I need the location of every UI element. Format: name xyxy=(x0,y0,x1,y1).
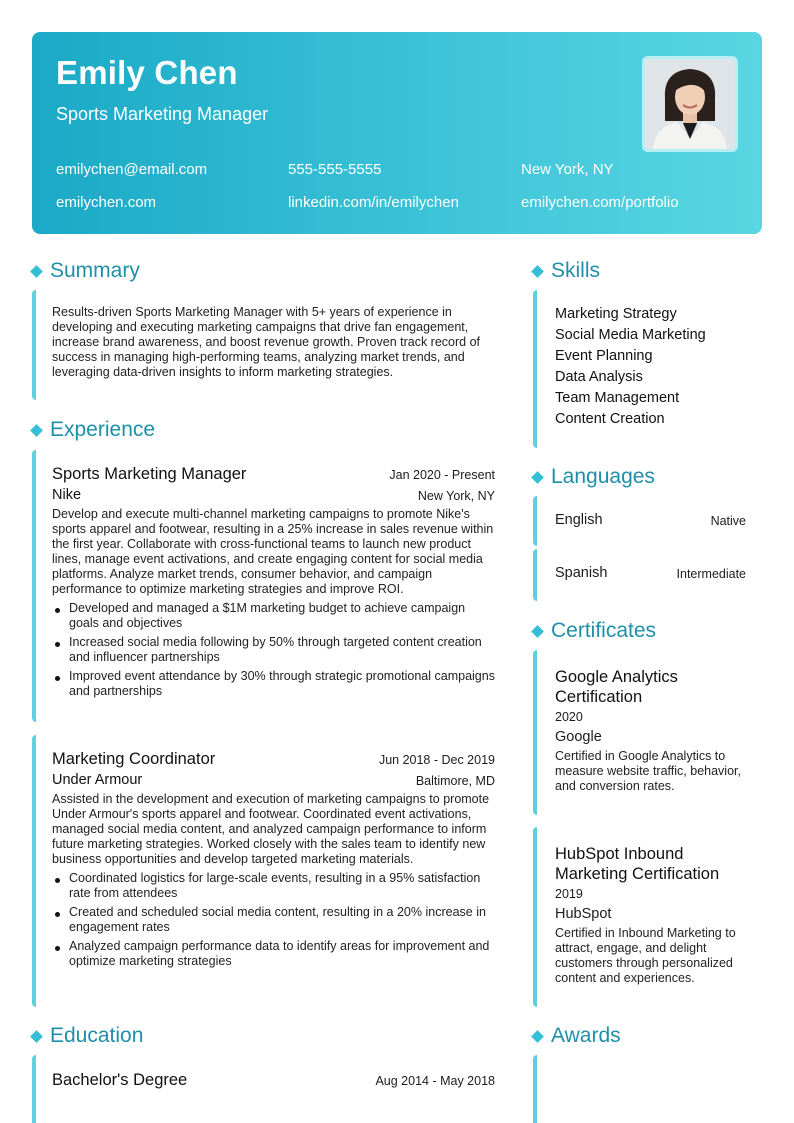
phone-text: 555-555-5555 xyxy=(288,161,382,178)
job-company: Nike xyxy=(52,487,82,503)
skill-item: Social Media Marketing xyxy=(555,327,706,343)
skills-heading-label: Skills xyxy=(551,259,601,282)
certificate-name: HubSpot Inbound Marketing Certification xyxy=(555,845,720,883)
certificate-item xyxy=(555,844,750,986)
candidate-name: Emily Chen xyxy=(56,54,238,91)
certificate-description: Certified in Google Analytics to measure website traffic, behavior, and conversion rates. xyxy=(555,749,741,793)
education-item xyxy=(52,1071,495,1093)
skill-item: Marketing Strategy xyxy=(555,306,677,322)
certificates-heading-label: Certificates xyxy=(551,619,657,642)
job-location: New York, NY xyxy=(417,489,495,503)
skill-item: Content Creation xyxy=(555,411,665,427)
experience-item xyxy=(52,465,495,703)
language-name: English xyxy=(555,512,603,528)
experience-heading xyxy=(32,418,155,442)
certificate-name: Google Analytics Certification xyxy=(555,668,678,706)
diamond-icon xyxy=(531,1030,544,1043)
languages-heading-label: Languages xyxy=(551,465,655,488)
linkedin-link[interactable]: linkedin.com/in/emilychen xyxy=(288,194,459,211)
education-heading xyxy=(32,1024,143,1048)
diamond-icon xyxy=(30,1030,43,1043)
skills-heading xyxy=(533,259,600,283)
certificate-item xyxy=(555,667,750,794)
summary-heading-label: Summary xyxy=(50,259,140,282)
language-rule-1 xyxy=(533,496,537,546)
job-description: Assisted in the development and execution of marketing campaigns to promote Under Armour's sports apparel and footwear. Coordinated event activations, managed social media content, and analyzed campaign performance to inform future marketing strategies. Worked closely with the sales team to identify new business opportunities and develop targeted marketing materials. xyxy=(52,792,490,866)
education-heading-label: Education xyxy=(50,1024,144,1047)
skill-item: Data Analysis xyxy=(555,369,643,385)
job-bullets xyxy=(52,601,495,699)
job-bullet: Developed and managed a $1M marketing budget to achieve campaign goals and objectives xyxy=(52,601,495,631)
job-role: Sports Marketing Manager xyxy=(52,465,247,483)
language-level: Native xyxy=(710,514,746,528)
resume-header xyxy=(32,32,762,234)
diamond-icon xyxy=(531,471,544,484)
summary-heading xyxy=(32,259,140,283)
language-rule-2 xyxy=(533,549,537,601)
job-description: Develop and execute multi-channel marketing campaigns to promote Nike's sports apparel and footwear, resulting in a 25% increase in sales revenue within the first year. Collaborate with cross-functional teams to launch new product lines, manage event activations, and create engaging content for social media platforms. Analyze market trends, consumer behavior, and campaign performance to optimize marketing strategies and improve ROI. xyxy=(52,507,494,596)
candidate-title: Sports Marketing Manager xyxy=(56,104,269,124)
job-bullets xyxy=(52,871,495,969)
profile-photo xyxy=(642,56,738,152)
job-bullet: Created and scheduled social media content, resulting in a 20% increase in engagement rates xyxy=(52,905,495,935)
job-bullet: Improved event attendance by 30% through strategic promotional campaigns and partnerships xyxy=(52,669,495,699)
portfolio-link[interactable]: emilychen.com/portfolio xyxy=(521,194,679,211)
certificates-heading xyxy=(533,619,656,643)
job-location: Baltimore, MD xyxy=(415,774,495,788)
certificate-issuer: Google xyxy=(555,729,602,745)
skill-item: Event Planning xyxy=(555,348,653,364)
email-link[interactable]: emilychen@email.com xyxy=(56,161,208,178)
location-text: New York, NY xyxy=(521,161,614,178)
skills-rule xyxy=(533,290,537,448)
diamond-icon xyxy=(531,625,544,638)
diamond-icon xyxy=(30,265,43,278)
experience-heading-label: Experience xyxy=(50,418,156,441)
awards-heading-label: Awards xyxy=(551,1024,621,1047)
job-company: Under Armour xyxy=(52,772,143,788)
job-bullet: Coordinated logistics for large-scale events, resulting in a 95% satisfaction rate from attendees xyxy=(52,871,495,901)
experience-item xyxy=(52,750,495,973)
experience-rule-1 xyxy=(32,450,36,722)
awards-rule xyxy=(533,1055,537,1123)
job-dates: Jun 2018 - Dec 2019 xyxy=(378,753,495,767)
languages-heading xyxy=(533,465,655,489)
certificate-rule-2 xyxy=(533,827,537,1007)
summary-rule xyxy=(32,290,36,400)
education-degree: Bachelor's Degree xyxy=(52,1071,188,1089)
job-role: Marketing Coordinator xyxy=(52,750,216,768)
job-bullet: Increased social media following by 50% through targeted content creation and influencer partnerships xyxy=(52,635,495,665)
education-rule xyxy=(32,1055,36,1123)
certificate-rule-1 xyxy=(533,650,537,815)
job-dates: Jan 2020 - Present xyxy=(389,468,495,482)
experience-rule-2 xyxy=(32,735,36,1007)
education-dates: Aug 2014 - May 2018 xyxy=(375,1074,495,1088)
diamond-icon xyxy=(30,424,43,437)
language-name: Spanish xyxy=(555,565,608,581)
certificate-issuer: HubSpot xyxy=(555,906,612,922)
awards-heading xyxy=(533,1024,621,1048)
certificate-description: Certified in Inbound Marketing to attract, engage, and delight customers through personalized content and experiences. xyxy=(555,926,736,985)
profile-photo-image xyxy=(645,59,735,149)
website-link[interactable]: emilychen.com xyxy=(56,194,157,211)
certificate-year: 2019 xyxy=(555,887,583,901)
skill-item: Team Management xyxy=(555,390,680,406)
job-bullet: Analyzed campaign performance data to identify areas for improvement and optimize marketing strategies xyxy=(52,939,495,969)
language-level: Intermediate xyxy=(676,567,746,581)
summary-text: Results-driven Sports Marketing Manager with 5+ years of experience in developing and executing marketing campaigns that drive fan engagement, increase brand awareness, and boost revenue growth. Proven track record of success in managing high-performing teams, analyzing market trends, and leveraging data-driven insights to inform marketing strategies. xyxy=(52,305,481,379)
certificate-year: 2020 xyxy=(555,710,583,724)
diamond-icon xyxy=(531,265,544,278)
